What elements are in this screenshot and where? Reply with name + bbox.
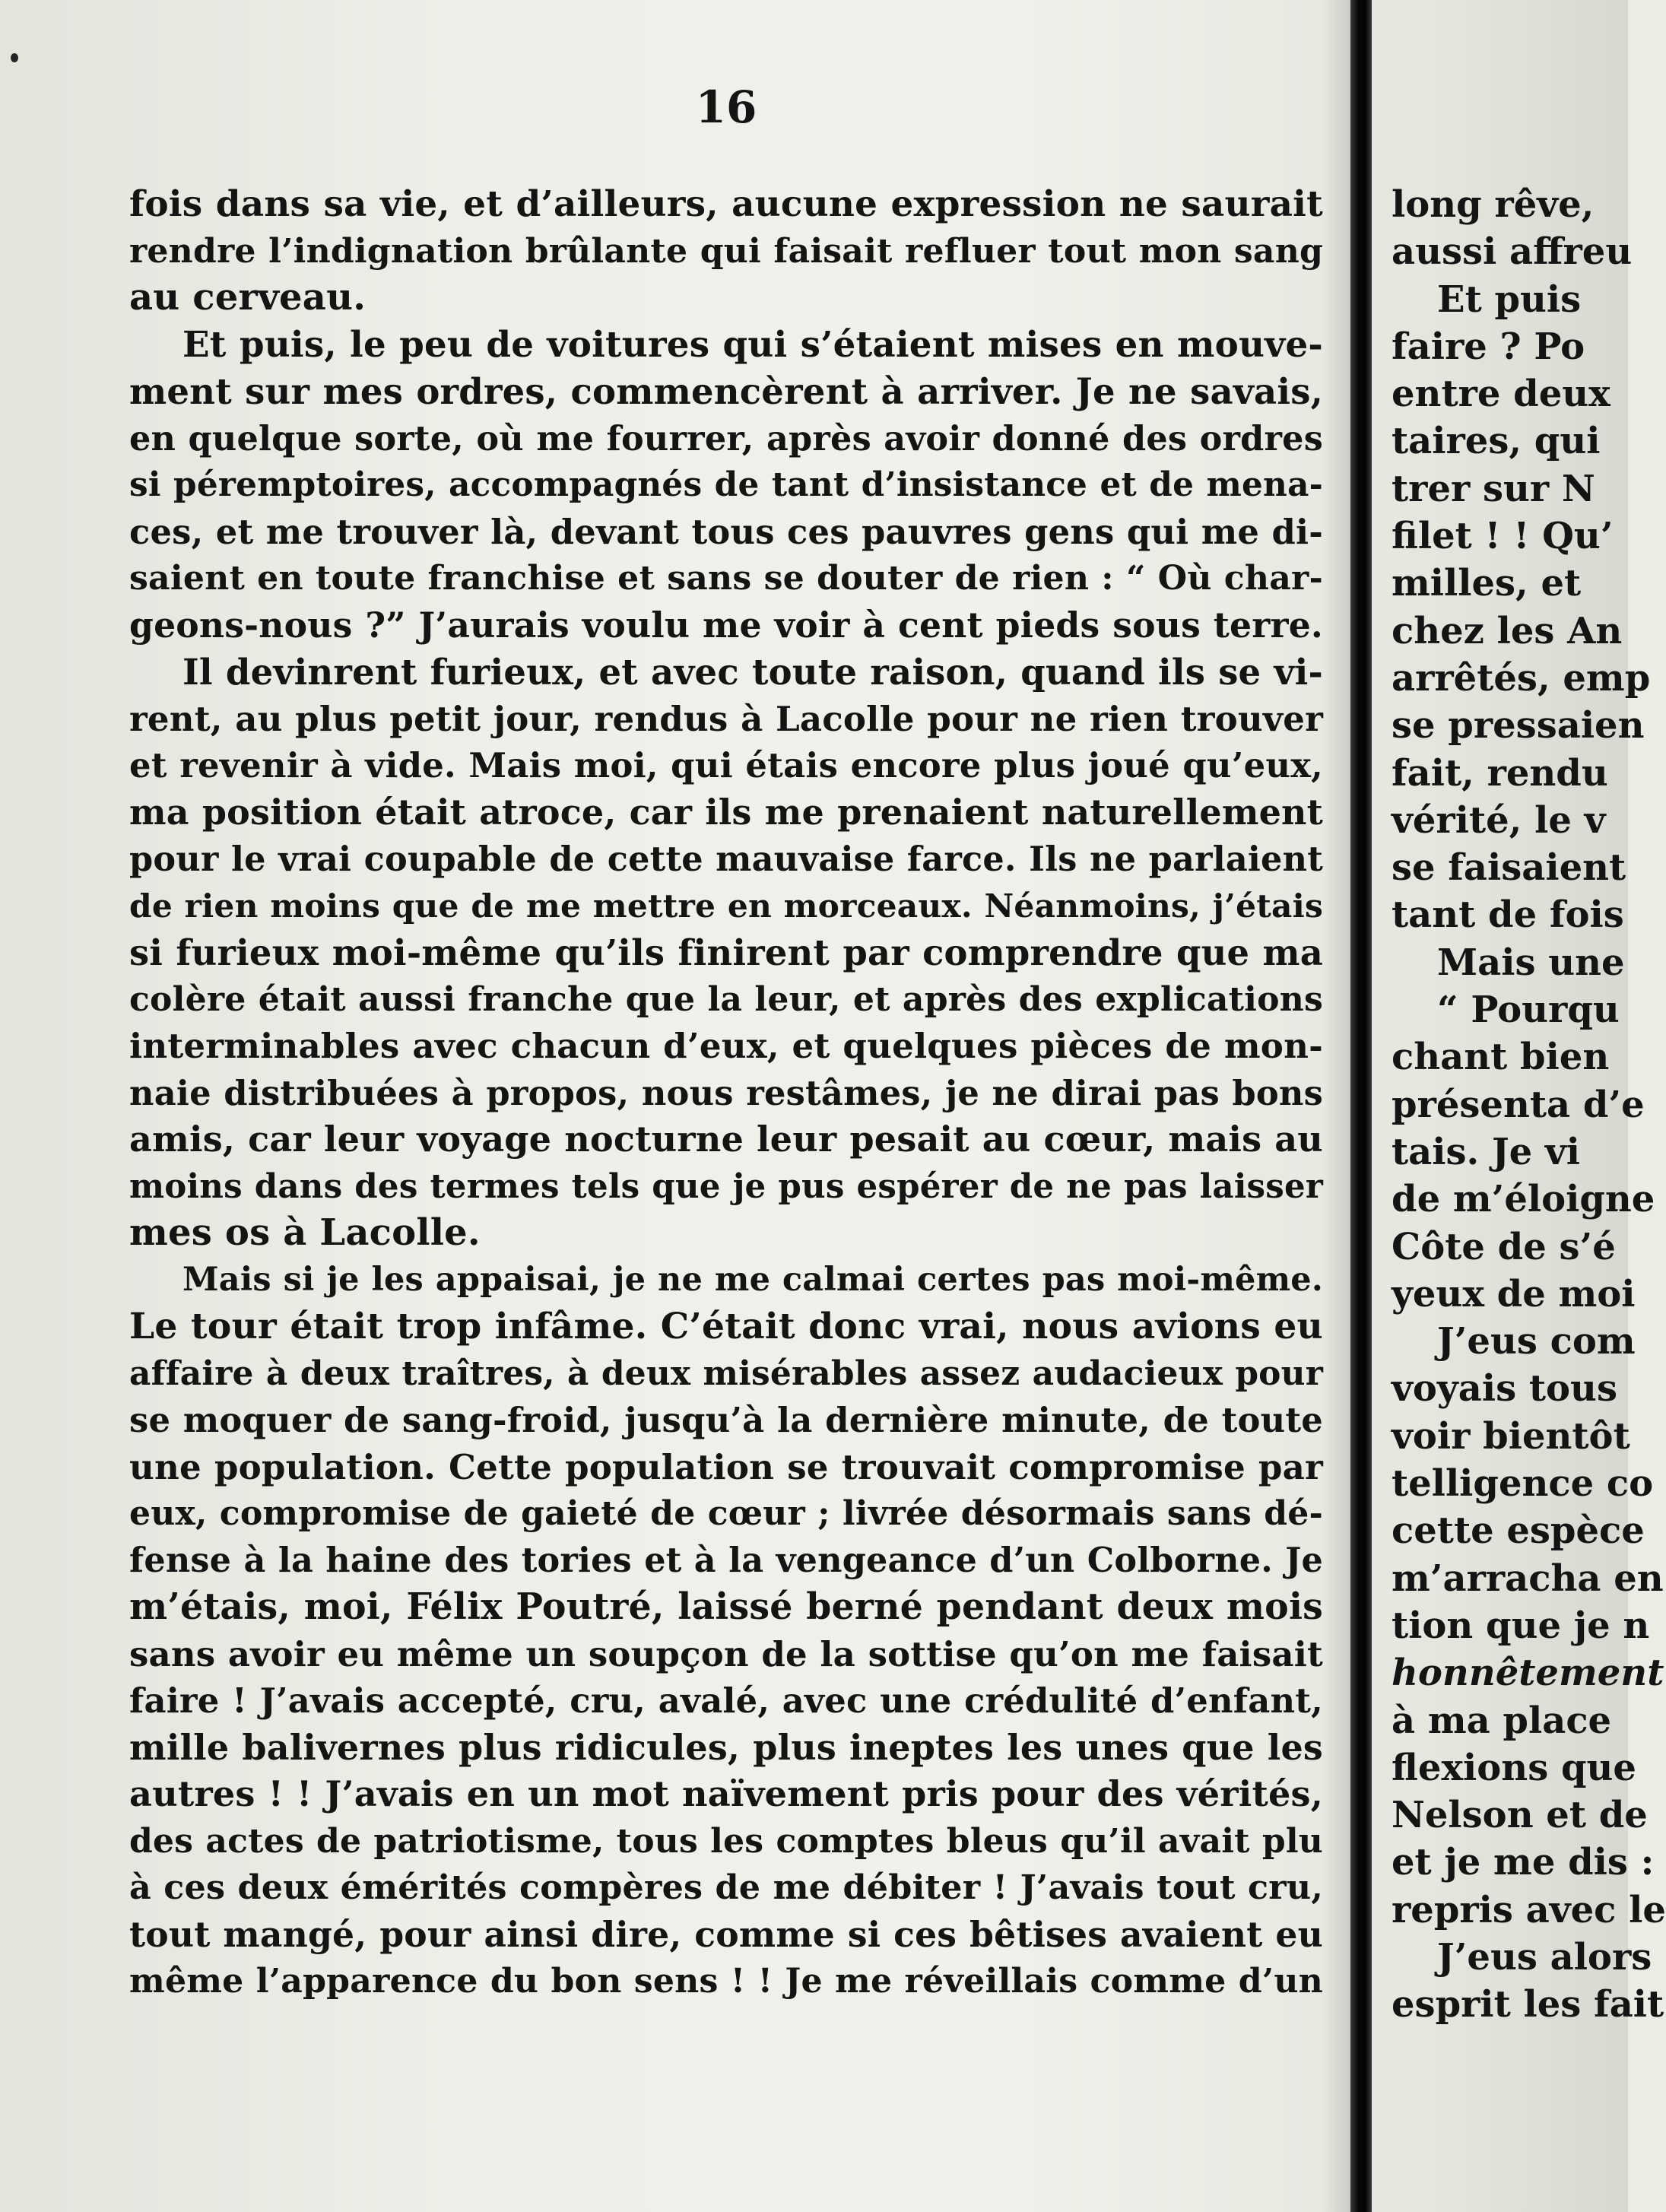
text-line: de m’éloigne xyxy=(1392,1178,1655,1221)
text-line: taires, qui xyxy=(1392,420,1601,463)
text-line: fense à la haine des tories et à la vengeance d’un Colborne. Je xyxy=(129,1540,1323,1580)
text-line: Le tour était trop infâme. C’était donc vrai, nous avions eu xyxy=(129,1306,1323,1347)
text-line: fois dans sa vie, et d’ailleurs, aucune expression ne saurait xyxy=(129,183,1323,225)
text-line: moins dans des termes tels que je pus espérer de ne pas laisser xyxy=(129,1166,1323,1206)
text-line: arrêtés, emp xyxy=(1392,656,1651,700)
text-line: Mais si je les appaisai, je ne me calmai certes pas moi-même. xyxy=(182,1260,1323,1299)
right-page-text xyxy=(1392,181,1666,2029)
text-line: interminables avec chacun d’eux, et quelques pièces de mon- xyxy=(129,1026,1323,1066)
text-line: aussi affreu xyxy=(1392,230,1633,274)
text-line: amis, car leur voyage nocturne leur pesait au cœur, mais au xyxy=(129,1119,1323,1160)
text-line: faire ? Po xyxy=(1392,325,1585,368)
text-line: présenta d’e xyxy=(1392,1083,1645,1126)
text-line: se moquer de sang-froid, jusqu’à la dernière minute, de toute xyxy=(129,1400,1323,1440)
text-line: autres ! ! J’avais en un mot naïvement pris pour des vérités, xyxy=(129,1773,1323,1814)
text-line: se faisaient xyxy=(1392,846,1626,890)
text-line: pour le vrai coupable de cette mauvaise farce. Ils ne parlaient xyxy=(129,839,1323,879)
text-line: voyais tous xyxy=(1392,1367,1617,1411)
text-line: en quelque sorte, où me fourrer, après avoir donné des ordres xyxy=(129,417,1323,459)
page-number: 16 xyxy=(695,81,757,133)
text-line: trer sur N xyxy=(1392,467,1595,510)
text-line: “ Pourqu xyxy=(1437,989,1620,1032)
text-line: ma position était atroce, car ils me prenaient naturellement xyxy=(129,791,1323,833)
text-line: Et puis xyxy=(1437,278,1582,321)
text-line: si péremptoires, accompagnés de tant d’insistance et de mena- xyxy=(129,465,1323,504)
book-gutter xyxy=(1350,0,1372,2212)
text-line: sans avoir eu même un soupçon de la sottise qu’on me faisait xyxy=(129,1633,1323,1674)
text-line: m’étais, moi, Félix Poutré, laissé berné pendant deux mois xyxy=(129,1586,1323,1628)
text-line: se pressaien xyxy=(1392,704,1645,747)
text-line: J’eus alors xyxy=(1437,1935,1652,1979)
text-line: Nelson et de xyxy=(1392,1794,1648,1837)
text-line: ces, et me trouver là, devant tous ces pauvres gens qui me di- xyxy=(129,511,1323,552)
text-line: fait, rendu xyxy=(1392,751,1608,795)
left-page-text xyxy=(129,181,1323,2005)
text-line: une population. Cette population se trouvait compromise par xyxy=(129,1446,1323,1487)
text-line: Mais une xyxy=(1437,941,1625,984)
text-line: rent, au plus petit jour, rendus à Lacolle pour ne rien trouver xyxy=(129,698,1323,739)
text-line: J’eus com xyxy=(1437,1320,1636,1363)
text-line: Et puis, le peu de voitures qui s’étaient mises en mouve- xyxy=(182,323,1323,366)
text-line: rendre l’indignation brûlante qui faisait refluer tout mon sang xyxy=(129,231,1323,271)
text-line: faire ! J’avais accepté, cru, avalé, avec une crédulité d’enfant, xyxy=(129,1680,1323,1721)
text-line: milles, et xyxy=(1392,562,1582,605)
text-line: et je me dis : xyxy=(1392,1841,1655,1884)
text-line: geons-nous ?” J’aurais voulu me voir à cent pieds sous terre. xyxy=(129,604,1323,646)
text-line: telligence co xyxy=(1392,1462,1654,1506)
text-line: et revenir à vide. Mais moi, qui étais encore plus joué qu’eux, xyxy=(129,745,1323,785)
text-line: yeux de moi xyxy=(1392,1272,1636,1315)
text-line: saient en toute franchise et sans se douter de rien : “ Où char- xyxy=(129,559,1323,598)
text-line: esprit les fait xyxy=(1392,1983,1664,2026)
text-line: cette espèce xyxy=(1392,1509,1645,1553)
text-line: vérité, le v xyxy=(1392,798,1606,842)
text-line: Il devinrent furieux, et avec toute raison, quand ils se vi- xyxy=(182,651,1323,693)
text-line: à ma place xyxy=(1392,1699,1612,1742)
text-line: voir bientôt xyxy=(1392,1414,1630,1458)
text-line: filet ! ! Qu’ xyxy=(1392,515,1614,558)
text-line: affaire à deux traîtres, à deux misérables assez audacieux pour xyxy=(129,1354,1323,1393)
text-line: tais. Je vi xyxy=(1392,1130,1581,1173)
text-line: flexions que xyxy=(1392,1746,1636,1789)
text-line: mille balivernes plus ridicules, plus ineptes les unes que les xyxy=(129,1726,1323,1768)
text-line: long rêve, xyxy=(1392,183,1595,226)
text-line: naie distribuées à propos, nous restâmes, je ne dirai pas bons xyxy=(129,1072,1323,1113)
text-line: tant de fois xyxy=(1392,893,1624,937)
text-line: Côte de s’é xyxy=(1392,1225,1616,1268)
gutter-shadow xyxy=(1323,0,1350,2212)
text-line: honnêtement xyxy=(1392,1652,1664,1695)
text-line: colère était aussi franche que la leur, et après des explications xyxy=(129,979,1323,1019)
text-line: ment sur mes ordres, commencèrent à arriver. Je ne savais, xyxy=(129,370,1323,412)
text-line: tion que je n xyxy=(1392,1604,1650,1647)
text-line: chez les An xyxy=(1392,609,1623,652)
text-line: chant bien xyxy=(1392,1036,1610,1079)
text-line: entre deux xyxy=(1392,373,1610,416)
text-line: m’arracha en xyxy=(1392,1557,1664,1600)
text-line: des actes de patriotisme, tous les comptes bleus qu’il avait plu xyxy=(129,1821,1323,1861)
text-line: tout mangé, pour ainsi dire, comme si ces bêtises avaient eu xyxy=(129,1913,1323,1955)
text-line: à ces deux émérités compères de me débiter ! J’avais tout cru, xyxy=(129,1868,1323,1907)
text-line: de rien moins que de me mettre en morceaux. Néanmoins, j’étais xyxy=(129,886,1323,925)
text-line: mes os à Lacolle. xyxy=(129,1211,481,1254)
text-line: si furieux moi-même qu’ils finirent par comprendre que ma xyxy=(129,931,1323,973)
text-line: même l’apparence du bon sens ! ! Je me réveillais comme d’un xyxy=(129,1962,1323,2001)
text-line: au cerveau. xyxy=(129,276,367,319)
ink-speck xyxy=(11,53,18,62)
text-line: repris avec le xyxy=(1392,1888,1666,1931)
text-line: eux, compromise de gaieté de cœur ; livrée désormais sans dé- xyxy=(129,1494,1323,1533)
